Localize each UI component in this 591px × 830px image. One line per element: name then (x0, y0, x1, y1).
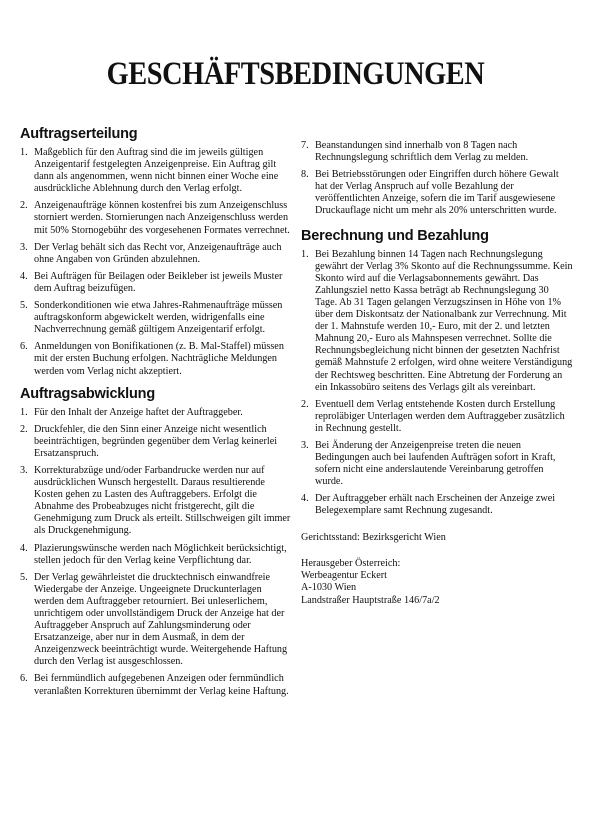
berechnung-list (301, 249, 573, 518)
item-number: 2. (20, 200, 28, 212)
list-item (20, 200, 292, 236)
publisher-street: Landstraßer Hauptstraße 146/7a/2 (301, 594, 440, 606)
section-heading-berechnung: Berechnung und Bezahlung (301, 227, 489, 244)
item-number: 1. (20, 406, 28, 418)
item-text: Bei fernmündlich aufgegebenen Anzeigen oder fernmündlich veranlaßten Korrekturen übernimmt der Verlag keine Haftung. (34, 673, 289, 697)
item-text: Sonderkonditionen wie etwa Jahres-Rahmenaufträge müssen auftragskonform abgewickelt werden, widrigenfalls eine Nachverrechnung gemäß gültigem Anzeigentarif erfolgt. (34, 300, 283, 336)
item-text: Der Auftraggeber erhält nach Erscheinen der Anzeige zwei Belegexemplare samt Rechnung zugesandt. (315, 493, 556, 517)
list-item (20, 465, 292, 538)
item-number: 4. (301, 493, 309, 505)
section-heading-auftragserteilung: Auftragserteilung (20, 126, 138, 142)
item-text: Maßgeblich für den Auftrag sind die im jeweils gültigen Anzeigentarif festgelegten Anzeigenpreise. Ein Auftrag gilt dann als angenommen, wenn nicht binnen einer Woche eine ausdrückliche Ablehnung durch den Verlag erfolgt. (34, 147, 279, 195)
item-text: Anzeigenaufträge können kostenfrei bis zum Anzeigenschluss storniert werden. Stornierungen nach Anzeigenschluss werden mit 50% Stornogebühr des vorgesehenen Formates verrechnet. (34, 200, 290, 236)
publisher-block (301, 558, 573, 607)
item-number: 3. (20, 464, 28, 476)
list-item (20, 341, 292, 377)
item-text: Korrekturabzüge und/oder Farbandrucke werden nur auf ausdrücklichen Wunsch hergestellt. Daraus resultierende Kosten gehen zu Lasten des Auftraggebers. Erfolgt die Abnahme des Probeabzuges nicht fristgerecht, gilt die Genehmigung zum Druck als erteilt. Stillschweigen gilt immer als Druckgenehmigung. (34, 464, 291, 537)
item-number: 1. (20, 147, 28, 158)
item-number: 8. (301, 169, 309, 181)
item-text: Bei Änderung der Anzeigenpreise treten die neuen Bedingungen auch bei laufenden Aufträgen sofort in Kraft, sofern nicht eine anderslautende Vereinbarung getroffen wurde. (315, 439, 556, 488)
list-item (20, 407, 292, 419)
item-number: 3. (301, 439, 309, 451)
item-text: Bei Betriebsstörungen oder Eingriffen durch höhere Gewalt hat der Verlag Anspruch auf volle Bezahlung der veröffentlichten Anzeige, sofern die im Tarif ausgewiesene Druckauflage nicht um mehr als 20% unterschritten wurde. (315, 169, 559, 217)
list-item (301, 140, 573, 164)
item-text: Anmeldungen von Bonifikationen (z. B. Mal-Staffel) müssen mit der ersten Buchung erfolgen. Nachträgliche Meldungen werden vom Verlag nicht akzeptiert. (34, 341, 284, 377)
item-number: 6. (20, 341, 28, 353)
list-item (20, 424, 292, 460)
item-text: Der Verlag gewährleistet die drucktechnisch einwandfreie Wiedergabe der Anzeige. Ungeeignete Druckunterlagen werden dem Auftraggeber retourniert. Bei unleserlichem, unrichtigem oder unvollständigem Druck der Anzeige hat der Auftraggeber Anspruch auf Zahlungsminderung oder Ersatzanzeige, aber nur in dem Ausmaß, in dem der Anzeigenzweck beeinträchtigt wurde. Weitergehende Haftung durch den Verlag ist ausgeschlossen. (34, 571, 288, 668)
publisher-name: Werbeagentur Eckert (301, 569, 388, 581)
list-item (20, 543, 292, 567)
item-number: 3. (20, 241, 28, 253)
list-item (20, 147, 292, 195)
list-item (20, 242, 292, 266)
item-text: Eventuell dem Verlag entstehende Kosten durch Erstellung reproläbiger Unterlagen werden dem Auftraggeber zusätzlich in Rechnung gestellt. (315, 398, 565, 434)
auftragserteilung-list (20, 147, 292, 378)
item-text: Beanstandungen sind innerhalb von 8 Tagen nach Rechnungslegung schriftlich dem Verlag zu melden. (315, 140, 529, 164)
auftragsabwicklung-continued-list (301, 140, 573, 218)
publisher-city: A-1030 Wien (301, 582, 357, 594)
item-text: Für den Inhalt der Anzeige haftet der Auftraggeber. (34, 406, 243, 418)
right-column (301, 140, 573, 607)
item-number: 4. (20, 270, 28, 282)
list-item (301, 493, 573, 517)
section-heading-auftragsabwicklung: Auftragsabwicklung (20, 385, 155, 402)
list-item (20, 271, 292, 295)
auftragsabwicklung-list (20, 407, 292, 698)
list-item (301, 399, 573, 435)
list-item (20, 673, 292, 697)
item-number: 2. (20, 423, 28, 435)
item-number: 1. (301, 248, 309, 260)
publisher-label: Herausgeber Österreich: (301, 557, 401, 569)
item-number: 6. (20, 673, 28, 685)
item-number: 5. (20, 300, 28, 312)
item-text: Der Verlag behält sich das Recht vor, Anzeigenaufträge auch ohne Angaben von Gründen abzulehnen. (34, 241, 282, 265)
item-number: 7. (301, 140, 309, 151)
item-number: 4. (20, 542, 28, 554)
page-title: GESCHÄFTSBEDINGUNGEN (106, 56, 485, 92)
item-number: 5. (20, 571, 28, 583)
item-number: 2. (301, 398, 309, 410)
item-text: Druckfehler, die den Sinn einer Anzeige nicht wesentlich beeinträchtigen, begründen gegenüber dem Verlag keinerlei Ersatzanspruch. (34, 423, 278, 459)
item-text: Bei Aufträgen für Beilagen oder Beikleber ist jeweils Muster dem Auftrag beizufügen. (34, 270, 283, 294)
item-text: Bei Bezahlung binnen 14 Tagen nach Rechnungslegung gewährt der Verlag 3% Skonto auf die Rechnungssumme. Kein Skonto wird auf die Verlagsabonnements gewährt. Das Zahlungsziel netto Kassa beträgt ab Rechnungslegung 30 Tage. Ab 31 Tagen gelangen Verzugszinsen in Höhe von 1% über dem Diskontsatz der Nationalbank zur Verrechnung. Mit der 1. Mahnstufe werden 10,- Euro, mit der 2. und letzten Mahnung 20,- Euro als Mahnspesen verrechnet. Sollte die Rechnungsbegleichung nicht binnen der gesetzten Nachfrist gemäß Mahnstufe 2 erfolgen, wird ohne weitere Verständigung der Rechtsweg beschritten. Eine Abtretung der Forderung an ein Inkassobüro seitens des Verlags gilt als vereinbart. (315, 248, 573, 393)
left-column (20, 126, 292, 703)
item-text: Plazierungswünsche werden nach Möglichkeit berücksichtigt, stellen jedoch für den Verlag keine Verpflichtung dar. (34, 542, 287, 566)
list-item (301, 249, 573, 394)
list-item (20, 300, 292, 336)
list-item (20, 572, 292, 669)
list-item (301, 169, 573, 217)
list-item (301, 440, 573, 488)
court-jurisdiction: Gerichtsstand: Bezirksgericht Wien (301, 531, 446, 543)
